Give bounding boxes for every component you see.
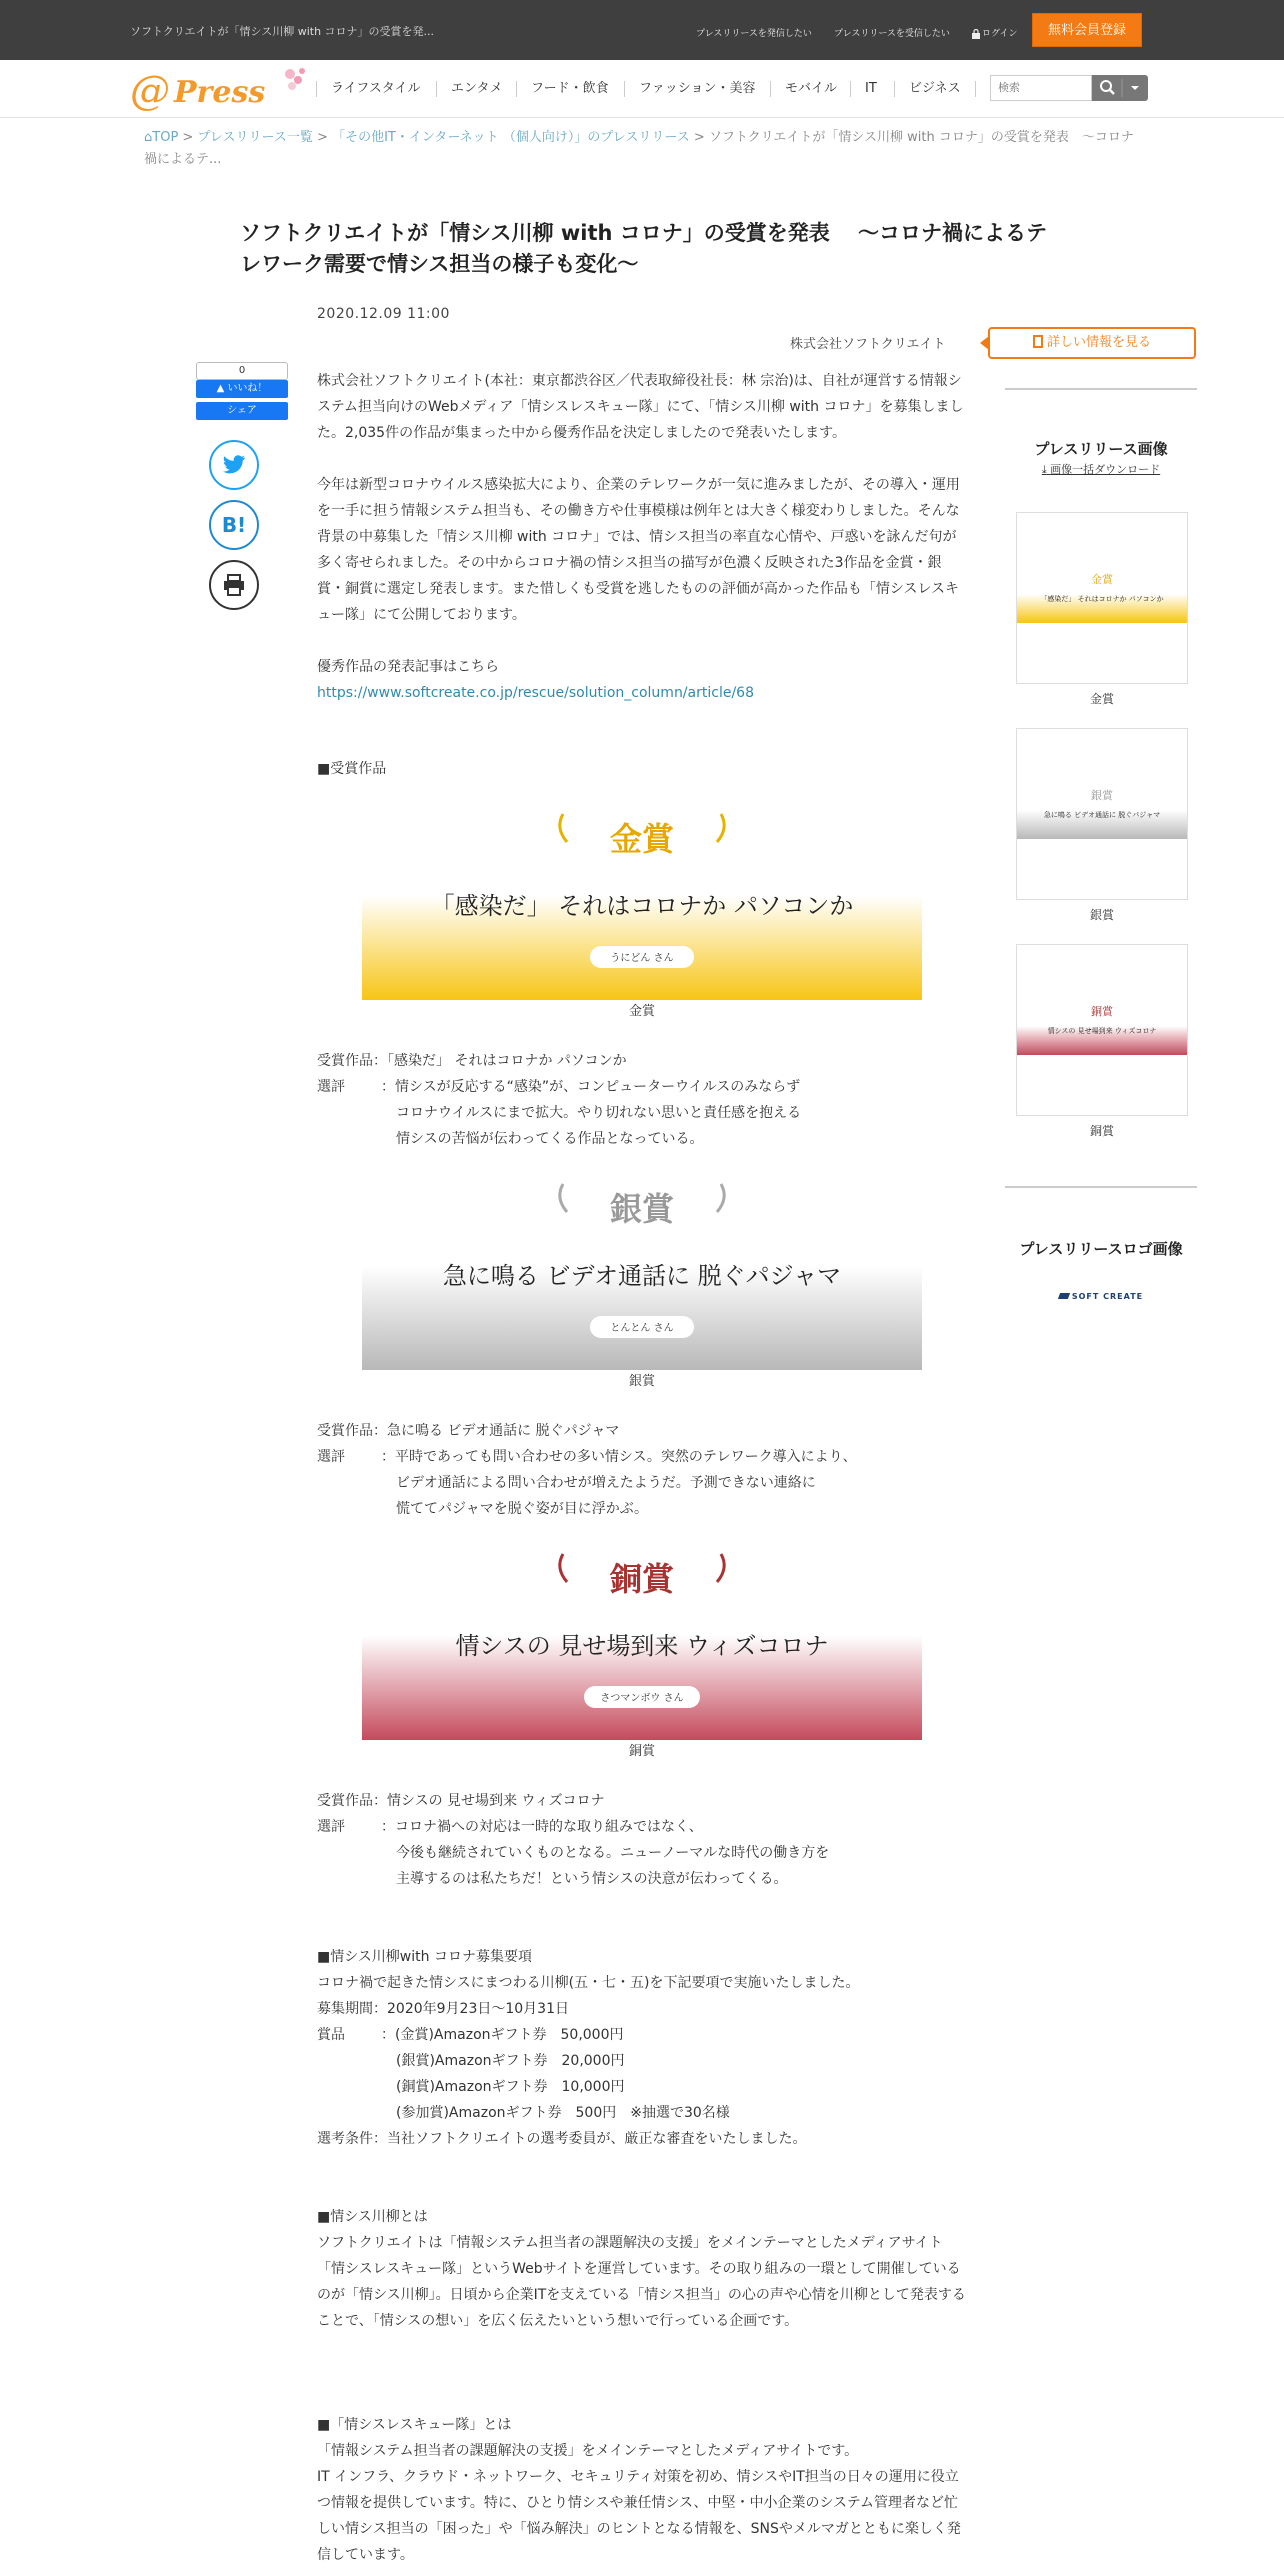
logo-text: Press — [174, 75, 266, 110]
press-images-heading: プレスリリース画像 — [1034, 440, 1168, 458]
outline-criteria: 選考条件：当社ソフトクリエイトの選考委員が、厳正な審査をいたしました。 — [317, 2131, 807, 2147]
company-name[interactable]: 株式会社ソフトクリエイト — [790, 337, 946, 352]
search-icon — [1092, 75, 1148, 101]
sb-silver-text: 急に鳴る ビデオ通話に 脱ぐパジャマ — [1043, 811, 1161, 819]
sidebar-divider — [1005, 388, 1197, 390]
press-logo-heading: プレスリリースロゴ画像 — [1019, 1240, 1183, 1258]
lock-icon — [972, 24, 980, 34]
silver-senryu: 急に鳴る ビデオ通話に 脱ぐパジャマ — [442, 1262, 842, 1290]
bronze-review-line: 今後も継続されていくものとなる。ニューノーマルな時代の働き方を — [396, 1845, 830, 1861]
breadcrumb-category[interactable]: 「その他IT・インターネット （個人向け）」のプレスリリース — [332, 130, 690, 145]
about-rescue-line: 「情報システム担当者の課題解決の支援」をメインテーマとしたメディアサイトです。 — [317, 2443, 859, 2459]
download-label: 画像一括ダウンロード — [1050, 463, 1161, 476]
review-label: 選評 — [317, 1079, 345, 1095]
sb-gold-text: 「感染だ」 それはコロナか パソコンか — [1040, 595, 1164, 603]
like-label: いいね！ — [227, 383, 268, 394]
gold-review-line: コロナウイルスにまで拡大。やり切れない思いと責任感を抱える — [396, 1105, 802, 1121]
silver-caption: 銀賞 — [628, 1374, 655, 1389]
send-release-link[interactable]: プレスリリースを発信したい — [696, 29, 812, 39]
silver-review-line: 慌ててパジャマを脱ぐ姿が目に浮かぶ。 — [396, 1501, 648, 1517]
like-count: 0 — [196, 362, 288, 380]
detail-button-label: 詳しい情報を見る — [1046, 335, 1151, 350]
work-label: 受賞作品： — [317, 1793, 387, 1809]
breadcrumb: ⌂TOP > プレスリリース一覧 > 「その他IT・インターネット （個人向け）」のプレスリリース > ソフトクリエイトが「情シス川柳 with コロナ」の受賞を発表 ～コロナ禍によるテ... — [144, 130, 1134, 167]
nav-fashion[interactable]: ファッション・美容 — [624, 81, 769, 97]
sb-bronze-text: 情シスの 見せ場到来 ウィズコロナ — [1047, 1027, 1157, 1035]
hatena-bookmark-button[interactable] — [209, 500, 259, 550]
release-date: 2020.12.09 11:00 — [317, 306, 450, 322]
sb-bronze-badge: 銅賞 — [1091, 1005, 1113, 1018]
about-rescue-body: IT インフラ、クラウド・ネットワーク、セキュリティ対策を初め、情シスやIT担当の日々の運用に役立つ情報を提供しています。特に、ひとり情シスや兼任情シス、中堅・中小企業のシステム管理者など忙しい情シス担当の「困った」や「悩み解決」のヒントとなる情報を、SNSやメルマガとともに楽しく発信しています。 — [317, 2469, 961, 2563]
gold-review-line: 情シスの苦悩が伝わってくる作品となっている。 — [396, 1131, 704, 1147]
sb-gold-badge: 金賞 — [1091, 573, 1113, 586]
silver-award-image[interactable] — [362, 1180, 922, 1370]
register-button[interactable]: 無料会員登録 — [1032, 13, 1142, 47]
article-title: ソフトクリエイトが「情シス川柳 with コロナ」の受賞を発表 ～コロナ禍によるテレワーク需要で情シス担当の様子も変化～ — [240, 221, 1048, 276]
silver-review-line: ：平時であっても問い合わせの多い情シス。突然のテレワーク導入により、 — [381, 1449, 857, 1465]
twitter-icon — [222, 455, 246, 475]
bronze-author: さつマンボウ さん — [600, 1693, 684, 1704]
login-link[interactable]: ログイン — [982, 29, 1018, 39]
home-icon: ⌂ — [144, 130, 153, 145]
gold-senryu: 「感染だ」 それはコロナか パソコンか — [430, 892, 854, 920]
softcreate-logo[interactable] — [1005, 1292, 1197, 1301]
gold-badge: 金賞 — [609, 820, 675, 858]
nav-business[interactable]: ビジネス — [894, 81, 976, 97]
silver-author: とんとん さん — [610, 1323, 674, 1334]
work-label: 受賞作品： — [317, 1423, 387, 1439]
print-icon — [222, 574, 246, 596]
sidebar-thumb-silver[interactable] — [1016, 728, 1188, 900]
print-button[interactable] — [209, 560, 259, 610]
download-all-link[interactable] — [1005, 461, 1197, 477]
winners-article-link[interactable]: https://www.softcreate.co.jp/rescue/solution_column/article/68 — [317, 685, 754, 701]
prize-line: (銅賞)Amazonギフト券 10,000円 — [396, 2079, 625, 2095]
gold-caption: 金賞 — [628, 1004, 655, 1019]
about-rescue-heading: ■「情シスレスキュー隊」とは — [317, 2417, 512, 2433]
like-button[interactable] — [196, 380, 288, 398]
sidebar-divider — [1005, 1186, 1197, 1188]
prize-label: 賞品 — [317, 2027, 345, 2043]
detail-info-button[interactable] — [988, 327, 1196, 359]
prize-line: (銀賞)Amazonギフト券 20,000円 — [396, 2053, 625, 2069]
about-senryu-section — [317, 2204, 967, 2334]
nav-entertainment[interactable]: エンタメ — [436, 81, 516, 97]
search-button[interactable] — [1092, 75, 1148, 101]
prize-line: ：(金賞)Amazonギフト券 50,000円 — [381, 2027, 624, 2043]
atpress-logo[interactable] — [122, 60, 312, 118]
search-input[interactable] — [990, 75, 1092, 101]
nav-food[interactable]: フード・飲食 — [516, 81, 623, 97]
sidebar-thumb-caption: 銅賞 — [1089, 1124, 1114, 1138]
bronze-caption: 銅賞 — [628, 1744, 655, 1759]
silver-badge: 銀賞 — [609, 1190, 675, 1228]
bronze-work: 情シスの 見せ場到来 ウィズコロナ — [387, 1793, 605, 1809]
bronze-senryu: 情シスの 見せ場到来 ウィズコロナ — [455, 1632, 829, 1660]
sidebar-thumb-gold[interactable] — [1016, 512, 1188, 684]
softcreate-logo-mark — [1058, 1293, 1070, 1299]
nav-lifestyle[interactable]: ライフスタイル — [316, 81, 434, 97]
review-label: 選評 — [317, 1449, 345, 1465]
awards-heading: ■受賞作品 — [317, 761, 387, 777]
outline-line: コロナ禍で起きた情シスにまつわる川柳(五・七・五)を下記要項で実施いたしました。 — [317, 1975, 860, 1991]
fb-share-button[interactable]: シェア — [196, 402, 288, 420]
gold-details — [317, 1048, 967, 1152]
twitter-share-button[interactable] — [209, 440, 259, 490]
link-intro: 優秀作品の発表記事はこちら — [317, 659, 499, 675]
sidebar-thumb-bronze[interactable] — [1016, 944, 1188, 1116]
nav-mobile[interactable]: モバイル — [770, 81, 851, 97]
bronze-badge: 銅賞 — [609, 1560, 675, 1598]
softcreate-logo-text: SOFT CREATE — [1071, 1292, 1144, 1301]
bronze-award-image[interactable] — [362, 1550, 922, 1740]
gold-author: うにどん さん — [610, 953, 674, 964]
hatena-icon: B! — [221, 513, 247, 537]
top-bar — [0, 0, 1284, 60]
about-senryu-heading: ■情シス川柳とは — [317, 2209, 428, 2225]
intro-paragraph-1: 株式会社ソフトクリエイト(本社：東京都渋谷区／代表取締役社長：林 宗治)は、自社が運営する情報システム担当向けのWebメディア「情シスレスキュー隊」にて、「情シス川柳 with コロナ」を募集しました。2,035件の作品が集まった中から優秀作品を決定しましたので発表いたします。 — [317, 373, 964, 441]
gold-work: 「感染だ」 それはコロナか パソコンか — [387, 1053, 627, 1069]
bronze-details — [317, 1788, 967, 1892]
silver-details — [317, 1418, 967, 1522]
receive-release-link[interactable]: プレスリリースを受信したい — [834, 29, 950, 39]
about-senryu-body: ソフトクリエイトは「情報システム担当者の課題解決の支援」をメインテーマとしたメディアサイト「情シスレスキュー隊」というWebサイトを運営しています。その取り組みの一環として開催しているのが「情シス川柳」。日頃から企業ITを支えている「情シス担当」の心の声や心情を川柳として発表することで、「情シスの想い」を広く伝えたいという想いで行っている企画です。 — [317, 2235, 966, 2329]
intro-paragraph-2: 今年は新型コロナウイルス感染拡大により、企業のテレワークが一気に進みましたが、その導入・運用を一手に担う情報システム担当も、その働き方や仕事模様は例年とは大きく様変わりしました。そんな背景の中募集した「情シス川柳 with コロナ」では、情シス担当の率直な心情や、戸惑いを詠んだ句が多く寄せられました。その中からコロナ禍の情シス担当の描写が色濃く反映された3作品を金賞・銀賞・銅賞に選定し発表します。また惜しくも受賞を逃したものの評価が高かった作品も「情シスレスキュー隊」にて公開しております。 — [317, 477, 960, 623]
work-label: 受賞作品： — [317, 1053, 387, 1069]
nav-it[interactable]: IT — [850, 81, 891, 97]
sidebar-thumb-caption: 金賞 — [1089, 692, 1114, 706]
download-icon: ⤓ — [1041, 463, 1047, 476]
share-box — [196, 362, 290, 428]
building-icon — [1033, 335, 1043, 348]
breadcrumb-top[interactable]: TOP — [152, 130, 179, 145]
sb-silver-badge: 銀賞 — [1091, 789, 1113, 802]
outline-period: 募集期間：2020年9月23日～10月31日 — [317, 2001, 569, 2017]
silver-work: 急に鳴る ビデオ通話に 脱ぐパジャマ — [387, 1423, 620, 1439]
thumbs-up-icon: ▲ — [216, 383, 228, 394]
gold-review-line: ：情シスが反応する“感染”が、コンピューターウイルスのみならず — [381, 1079, 801, 1095]
review-label: 選評 — [317, 1819, 345, 1835]
outline-section — [317, 1944, 967, 2152]
silver-review-line: ビデオ通話による問い合わせが増えたようだ。予測できない連絡に — [396, 1475, 816, 1491]
page-title-short: ソフトクリエイトが「情シス川柳 with コロナ」の受賞を発... — [130, 25, 435, 38]
sidebar-thumb-caption: 銀賞 — [1089, 908, 1114, 922]
bronze-review-line: 主導するのは私たちだ！という情シスの決意が伝わってくる。 — [396, 1871, 788, 1887]
outline-heading: ■情シス川柳with コロナ募集要項 — [317, 1949, 532, 1965]
breadcrumb-current: ソフトクリエイトが「情シス川柳 with コロナ」の受賞を発表 ～コロナ禍によるテ... — [144, 130, 1134, 167]
breadcrumb-list[interactable]: プレスリリース一覧 — [197, 130, 313, 145]
gold-award-image[interactable] — [362, 810, 922, 1000]
detail-arrow — [980, 336, 989, 350]
prize-line: (参加賞)Amazonギフト券 500円 ※抽選で30名様 — [396, 2105, 730, 2121]
svg-text:@: @ — [130, 68, 170, 114]
bronze-review-line: ：コロナ禍への対応は一時的な取り組みではなく、 — [381, 1819, 703, 1835]
about-rescue-section — [317, 2412, 967, 2568]
